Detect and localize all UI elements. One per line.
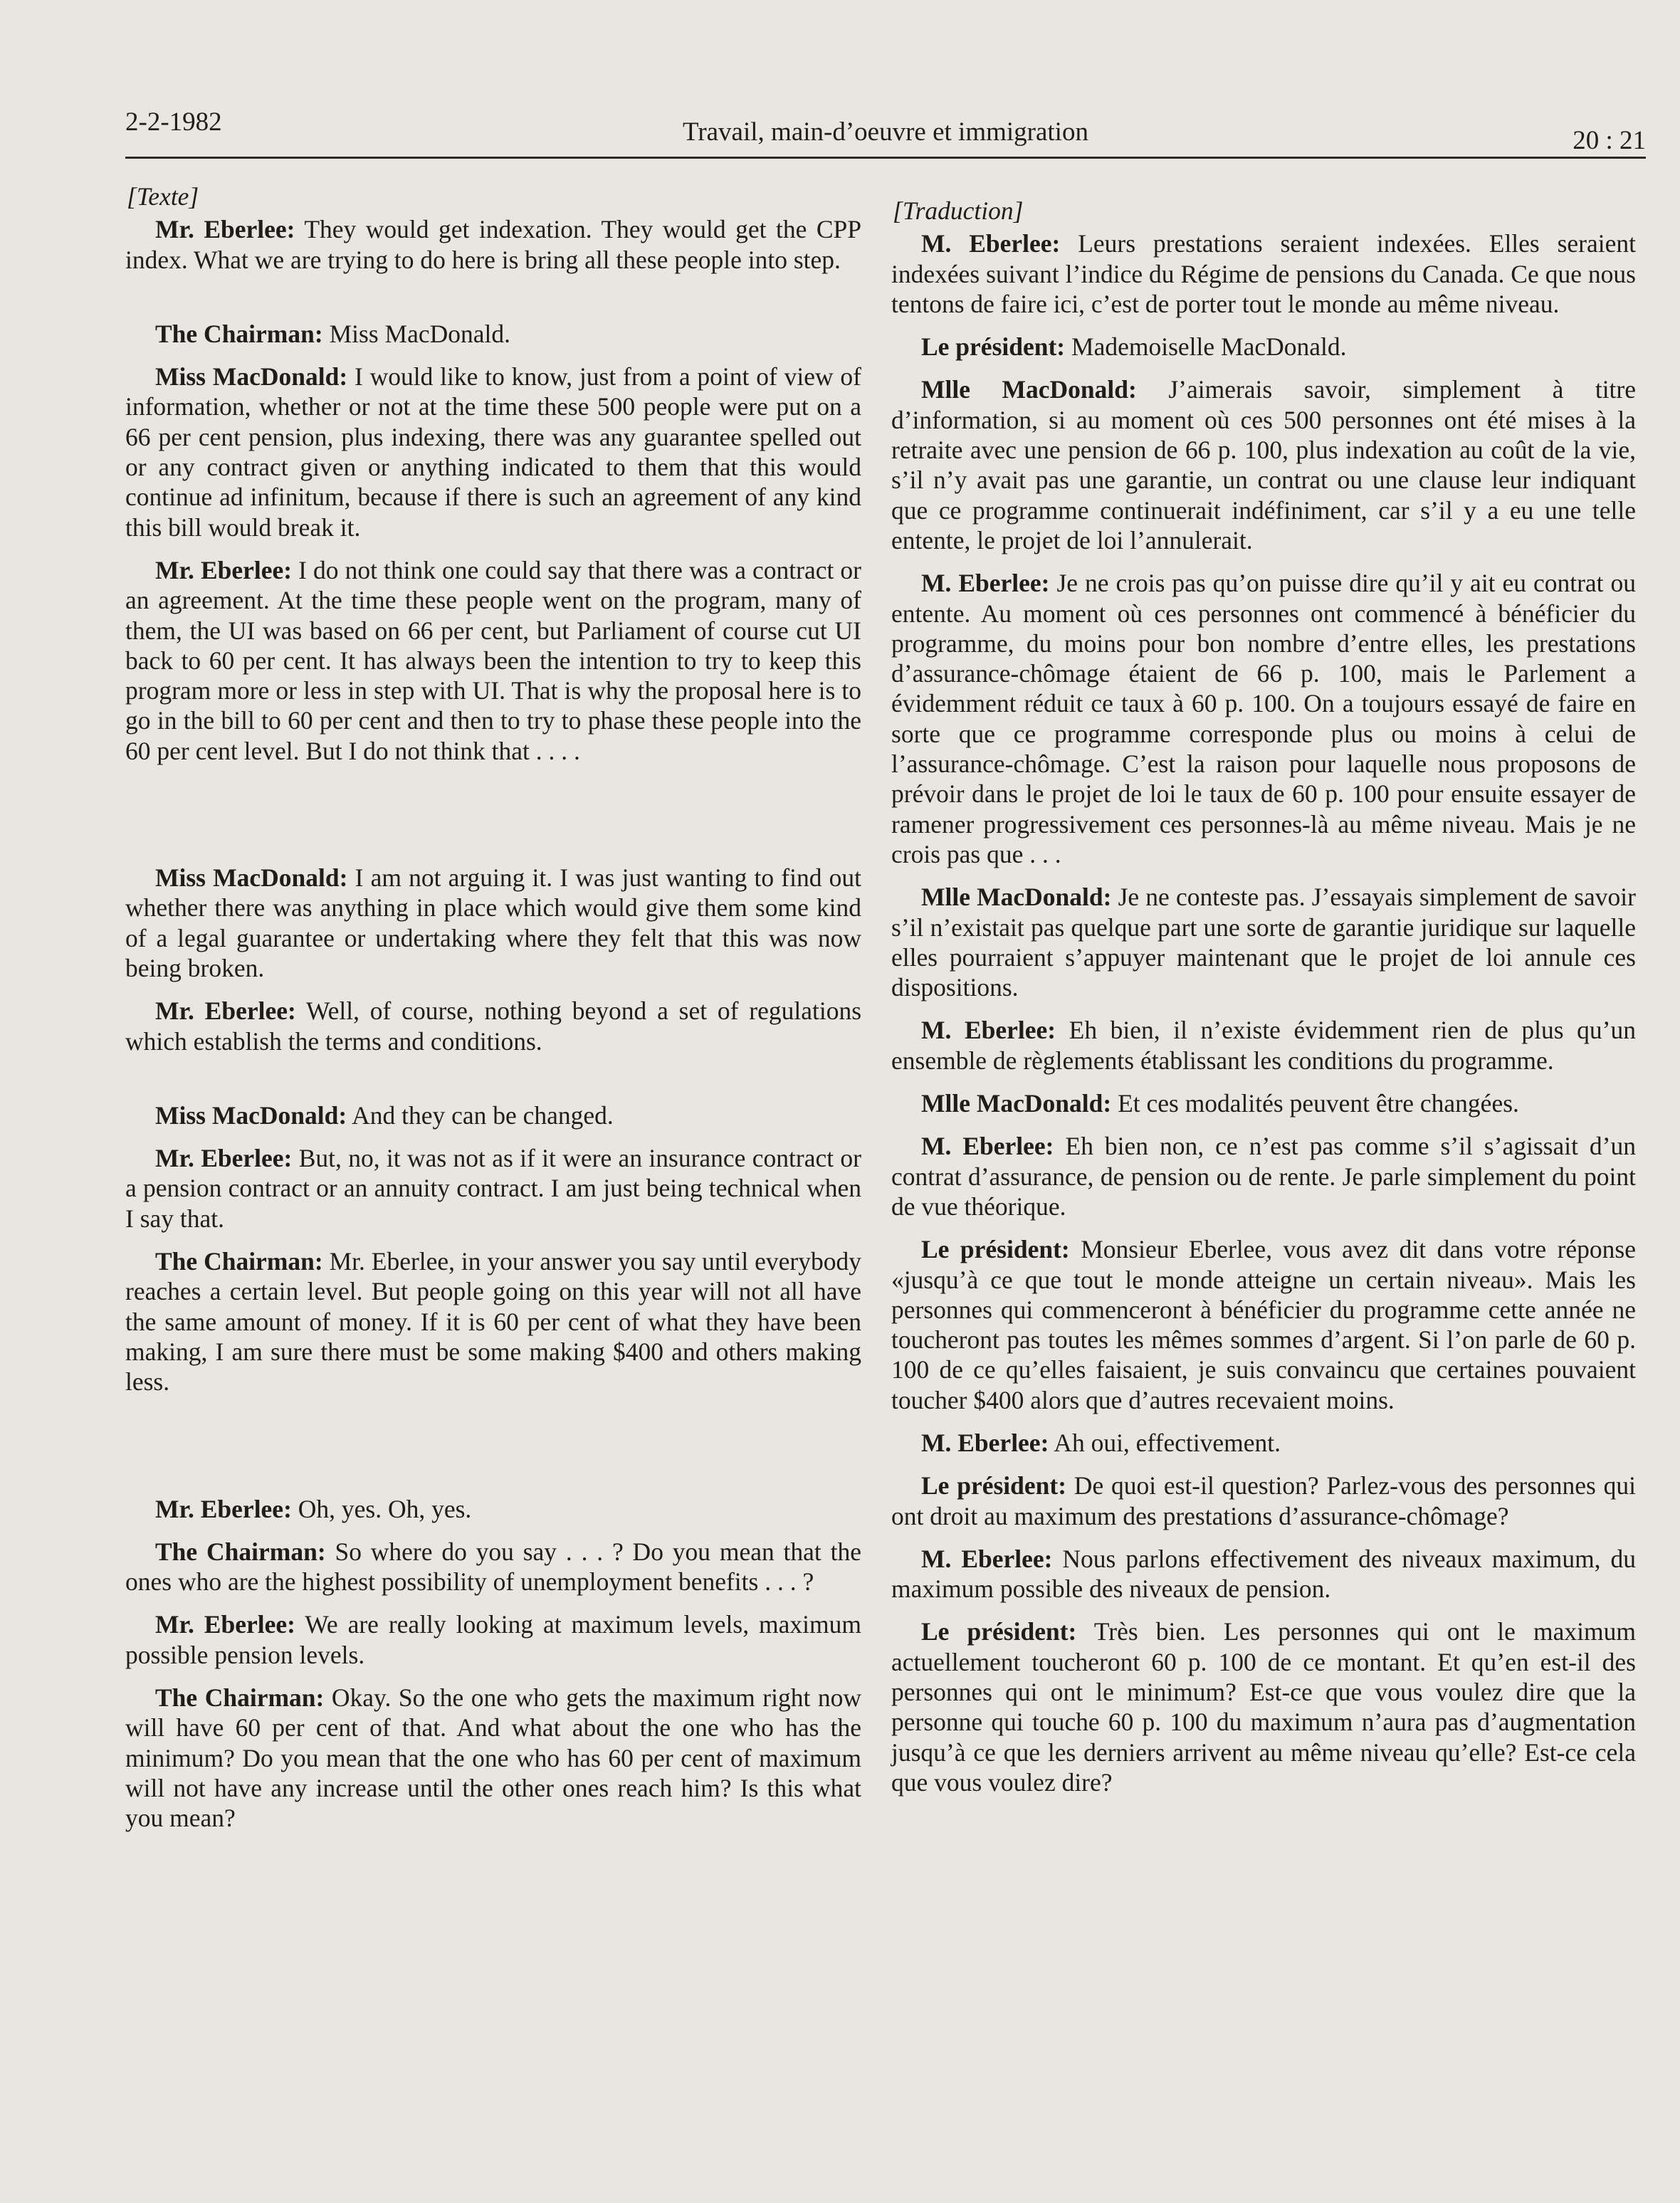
french-paragraph <box>891 332 1636 362</box>
english-paragraph <box>125 996 861 1056</box>
speaker-name: Mr. Eberlee: <box>155 1610 295 1639</box>
speaker-name: M. Eberlee: <box>921 1428 1049 1457</box>
speaker-name: Mlle MacDonald: <box>921 375 1137 404</box>
speech-text: Très bien. Les personnes qui ont le maximum actuellement toucheront 60 p. 100 de ce montant. Et qu’en est-il des personnes qui ont le minimum? Est-ce que vous voulez dire que la personne qui touche 60 p. 100 du maximum n’aura pas d’augmentation jusqu’à ce que les derniers arrivent au même niveau qu’elle? Est-ce cela que vous voulez dire? <box>891 1617 1636 1797</box>
french-paragraph <box>891 882 1636 1002</box>
speech-text: Monsieur Eberlee, vous avez dit dans votre réponse «jusqu’à ce que tout le monde atteigne un certain niveau». Mais les personnes qui commenceront à bénéficier du programme cette année ne toucheront pas toutes les mêmes sommes d’argent. Si l’on parle de 60 p. 100 de ce qu’elles faisaient, je suis convaincu que certaines pouvaient toucher $400 alors que d’autres recevaient moins. <box>891 1235 1636 1414</box>
speaker-name: M. Eberlee: <box>921 569 1050 598</box>
speaker-name: Mr. Eberlee: <box>155 1144 293 1173</box>
french-paragraph <box>891 1234 1636 1415</box>
speech-text: Je ne conteste pas. J’essayais simplement de savoir s’il n’existait pas quelque part une sorte de garantie juridique sur laquelle elles pourraient s’appuyer maintenant que le projet de loi annule ces dispositions. <box>891 883 1636 1002</box>
speaker-name: M. Eberlee: <box>921 1132 1054 1161</box>
french-paragraph <box>891 1088 1636 1118</box>
running-header <box>125 107 1646 159</box>
speaker-name: Mr. Eberlee: <box>155 997 296 1026</box>
speaker-name: The Chairman: <box>155 319 323 348</box>
english-paragraph <box>125 555 861 766</box>
speaker-name: Miss MacDonald: <box>155 362 348 391</box>
english-paragraph <box>125 1609 861 1670</box>
header-date: 2-2-1982 <box>125 107 222 137</box>
speaker-name: Miss MacDonald: <box>155 863 348 893</box>
speaker-name: The Chairman: <box>155 1683 325 1712</box>
speaker-name: M. Eberlee: <box>921 1544 1053 1573</box>
speaker-name: Mr. Eberlee: <box>155 555 293 584</box>
speech-text: And they can be changed. <box>347 1100 614 1130</box>
french-paragraph <box>891 1428 1636 1458</box>
speaker-name: Miss MacDonald: <box>155 1100 347 1130</box>
header-title: Travail, main-d’oeuvre et immigration <box>683 117 1088 147</box>
speaker-name: Le président: <box>921 332 1066 362</box>
speech-text: So where do you say . . . ? Do you mean that the ones who are the highest possibility of unemployment benefits . . . ? <box>125 1537 861 1597</box>
french-paragraph <box>891 228 1636 319</box>
speaker-name: The Chairman: <box>155 1537 326 1566</box>
french-paragraph <box>891 568 1636 869</box>
french-paragraph <box>891 1131 1636 1221</box>
speaker-name: Le président: <box>921 1471 1067 1500</box>
speaker-name: The Chairman: <box>155 1247 323 1276</box>
speech-text: Mademoiselle MacDonald. <box>1065 332 1347 362</box>
english-paragraph <box>125 1683 861 1833</box>
speech-text: They would get indexation. They would get the CPP index. What we are trying to do here is bring all these people into step. <box>125 215 861 274</box>
speech-text: We are really looking at maximum levels, maximum possible pension levels. <box>125 1610 862 1669</box>
french-section-tag: [Traduction] <box>893 196 1024 225</box>
speech-text: Ah oui, effectivement. <box>1049 1428 1281 1457</box>
speech-text: Nous parlons effectivement des niveaux maximum, du maximum possible des niveaux de pension. <box>891 1544 1636 1604</box>
speech-text: Miss MacDonald. <box>322 319 510 348</box>
speech-text: I am not arguing it. I was just wanting to find out whether there was anything in place which would give them some kind of a legal guarantee or undertaking where they felt that this was now being broken. <box>125 863 861 982</box>
speech-text: Eh bien, il n’existe évidemment rien de plus qu’un ensemble de règlements établissant les conditions du programme. <box>891 1016 1636 1075</box>
speaker-name: Mr. Eberlee: <box>155 1494 292 1523</box>
english-paragraph <box>125 1246 861 1397</box>
speech-text: Well, of course, nothing beyond a set of regulations which establish the terms and conditions. <box>125 997 862 1056</box>
english-paragraph <box>125 214 861 275</box>
speech-text: Eh bien non, ce n’est pas comme s’il s’agissait d’un contrat d’assurance, de pension ou de rente. Je parle simplement du point de vue théorique. <box>891 1132 1636 1221</box>
english-paragraph <box>125 1494 861 1524</box>
french-paragraph <box>891 1015 1636 1076</box>
speech-text: But, no, it was not as if it were an insurance contract or a pension contract or an annuity contract. I am just being technical when I say that. <box>125 1144 861 1233</box>
french-paragraph <box>891 1544 1636 1604</box>
english-paragraph <box>125 863 861 983</box>
english-paragraph <box>125 319 861 349</box>
speech-text: I would like to know, just from a point of view of information, whether or not at the time these 500 people were put on a 66 per cent pension, plus indexing, there was any guarantee spelled out or any contract given or anything indicated to them that this would continue ad infinitum, because if there is such an agreement of any kind this bill would break it. <box>125 362 861 542</box>
speech-text: Okay. So the one who gets the maximum right now will have 60 per cent of that. And what about the one who has the minimum? Do you mean that the one who has 60 per cent of maximum will not have any increase until the other ones reach him? Is this what you mean? <box>125 1683 861 1833</box>
english-column <box>125 182 861 1833</box>
speech-text: De quoi est-il question? Parlez-vous des personnes qui ont droit au maximum des prestations d’assurance-chômage? <box>891 1471 1636 1530</box>
english-section-tag: [Texte] <box>127 182 199 211</box>
speaker-name: M. Eberlee: <box>921 229 1061 258</box>
french-paragraph <box>891 374 1636 555</box>
speech-text: Leurs prestations seraient indexées. Elles seraient indexées suivant l’indice du Régime de pensions du Canada. Ce que nous tentons de faire ici, c’est de porter tout le monde au même niveau. <box>891 229 1636 318</box>
speech-text: Oh, yes. Oh, yes. <box>291 1494 472 1523</box>
french-paragraph <box>891 1616 1636 1797</box>
english-paragraph <box>125 1143 861 1234</box>
speaker-name: Mlle MacDonald: <box>921 883 1112 912</box>
english-paragraph <box>125 362 861 542</box>
speech-text: J’aimerais savoir, simplement à titre d’information, si au moment où ces 500 personnes ont été mises à la retraite avec une pension de 66 p. 100, plus indexation au coût de la vie, s’il n’y avait pas une garantie, un contrat ou une clause leur indiquant que ce programme continuerait indéfiniment, car s’il y a eu une telle entente, le projet de loi l’annulerait. <box>891 375 1637 554</box>
french-paragraph <box>891 1471 1636 1531</box>
speech-text: Et ces modalités peuvent être changées. <box>1111 1089 1519 1118</box>
speaker-name: Le président: <box>921 1235 1070 1264</box>
english-paragraph <box>125 1100 861 1130</box>
speaker-name: Le président: <box>921 1617 1077 1646</box>
english-paragraph <box>125 1537 861 1597</box>
french-column <box>891 182 1636 1797</box>
speech-text: I do not think one could say that there was a contract or an agreement. At the time these people went on the program, many of them, the UI was based on 66 per cent, but Parliament of course cut UI back to 60 per cent. It has always been the intention to try to keep this program more or less in step with UI. That is why the proposal here is to go in the bill to 60 per cent and then to try to phase these people into the 60 per cent level. But I do not think that . . . . <box>125 555 861 765</box>
header-page-number: 20 : 21 <box>1573 126 1646 155</box>
speaker-name: M. Eberlee: <box>921 1016 1056 1045</box>
speaker-name: Mlle MacDonald: <box>921 1089 1112 1118</box>
speech-text: Mr. Eberlee, in your answer you say until everybody reaches a certain level. But people going on this year will not all have the same amount of money. If it is 60 per cent of what they have been making, I am sure there must be some making $400 and others making less. <box>125 1247 861 1397</box>
speaker-name: Mr. Eberlee: <box>155 215 295 244</box>
speech-text: Je ne crois pas qu’on puisse dire qu’il y ait eu contrat ou entente. Au moment où ces personnes ont commencé à bénéficier du programme, du moins pour bon nombre d’entre elles, les prestations d’assurance-chômage étaient de 66 p. 100, mais le Parlement a évidemment réduit ce taux à 60 p. 100. On a toujours essayé de faire en sorte que ce programme corresponde plus ou moins à celui de l’assurance-chômage. C’est la raison pour laquelle nous proposons de prévoir dans le projet de loi le taux de 60 p. 100 pour ensuite essayer de ramener progressivement ces personnes-là au même niveau. Mais je ne crois pas que . . . <box>891 569 1636 868</box>
